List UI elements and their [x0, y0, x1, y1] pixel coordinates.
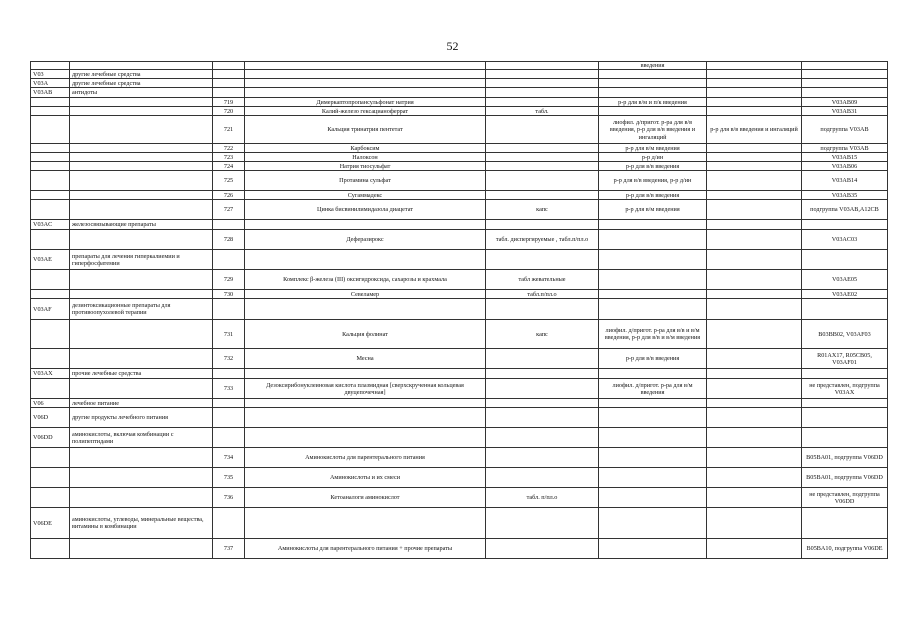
- atc-code-cell: V03AB35: [802, 191, 888, 200]
- row-number-cell: 735: [213, 468, 245, 488]
- atc-group-code-cell: [31, 539, 70, 559]
- table-row: [31, 220, 888, 230]
- administration-form-cell: [599, 230, 707, 250]
- dosage-form-cell: [486, 153, 599, 162]
- atc-group-code-cell: V03AC: [31, 220, 70, 230]
- row-number-cell: [213, 399, 245, 408]
- row-number-cell: [213, 508, 245, 539]
- table-row: [31, 399, 888, 408]
- row-number-cell: 724: [213, 162, 245, 171]
- dosage-form-cell: [486, 349, 599, 369]
- administration-form-cell: р-р для в/м и п/к введения: [599, 98, 707, 107]
- row-number-cell: [213, 428, 245, 448]
- table-row: [31, 250, 888, 270]
- atc-group-code-cell: [31, 171, 70, 191]
- preparation-name-cell: Деферазирокс: [245, 230, 486, 250]
- alternative-form-cell: [707, 230, 802, 250]
- preparation-name-cell: Натрия тиосульфат: [245, 162, 486, 171]
- administration-form-cell: р-р для в/в введения: [599, 191, 707, 200]
- atc-code-cell: V03AE02: [802, 290, 888, 299]
- row-number-cell: 720: [213, 107, 245, 116]
- atc-group-name-cell: прочие лечебные средства: [70, 369, 213, 379]
- table-row: [31, 162, 888, 171]
- atc-code-cell: [802, 399, 888, 408]
- row-number-cell: 721: [213, 116, 245, 144]
- preparation-name-cell: Кетоаналоги аминокислот: [245, 488, 486, 508]
- dosage-form-cell: [486, 191, 599, 200]
- preparation-name-cell: [245, 428, 486, 448]
- row-number-cell: [213, 70, 245, 79]
- table-row: [31, 299, 888, 320]
- atc-code-cell: не представлен, подгруппа V06DD: [802, 488, 888, 508]
- preparation-name-cell: [245, 220, 486, 230]
- table-row: [31, 539, 888, 559]
- administration-form-cell: р-р для в/в введения, р-р д/ин: [599, 171, 707, 191]
- atc-group-name-cell: [70, 144, 213, 153]
- atc-group-name-cell: [70, 191, 213, 200]
- table-row: [31, 153, 888, 162]
- atc-group-code-cell: V03AE: [31, 250, 70, 270]
- alternative-form-cell: [707, 508, 802, 539]
- alternative-form-cell: [707, 369, 802, 379]
- row-number-cell: 728: [213, 230, 245, 250]
- dosage-form-cell: [486, 408, 599, 428]
- alternative-form-cell: [707, 399, 802, 408]
- preparation-name-cell: Протамина сульфат: [245, 171, 486, 191]
- alternative-form-cell: р-р для в/в введения и ингаляций: [707, 116, 802, 144]
- alternative-form-cell: [707, 468, 802, 488]
- atc-group-name-cell: [70, 448, 213, 468]
- dosage-form-cell: табл.п/пл.о: [486, 290, 599, 299]
- administration-form-cell: [599, 488, 707, 508]
- alternative-form-cell: [707, 171, 802, 191]
- atc-group-name-cell: [70, 200, 213, 220]
- dosage-form-cell: [486, 399, 599, 408]
- alternative-form-cell: [707, 220, 802, 230]
- atc-group-name-cell: [70, 230, 213, 250]
- preparation-name-cell: Кальция фолинат: [245, 320, 486, 349]
- alternative-form-cell: [707, 191, 802, 200]
- row-number-cell: 725: [213, 171, 245, 191]
- row-number-cell: 723: [213, 153, 245, 162]
- table-row: [31, 320, 888, 349]
- atc-group-name-cell: [70, 153, 213, 162]
- atc-group-code-cell: [31, 191, 70, 200]
- atc-group-code-cell: [31, 116, 70, 144]
- alternative-form-cell: [707, 162, 802, 171]
- atc-code-cell: B05BA01, подгруппа V06DD: [802, 448, 888, 468]
- atc-group-name-cell: [70, 162, 213, 171]
- atc-group-code-cell: [31, 107, 70, 116]
- table-row: [31, 428, 888, 448]
- medication-table: [30, 61, 888, 559]
- atc-code-cell: V03AB06: [802, 162, 888, 171]
- atc-code-cell: B03BB02, V03AF03: [802, 320, 888, 349]
- atc-code-cell: [802, 299, 888, 320]
- alternative-form-cell: [707, 70, 802, 79]
- atc-group-code-cell: [31, 162, 70, 171]
- table-row: [31, 290, 888, 299]
- row-number-cell: 719: [213, 98, 245, 107]
- atc-code-cell: [802, 250, 888, 270]
- atc-group-name-cell: аминокислоты, включая комбинации с полипептидами: [70, 428, 213, 448]
- atc-group-code-cell: [31, 290, 70, 299]
- dosage-form-cell: [486, 369, 599, 379]
- dosage-form-cell: [486, 379, 599, 399]
- atc-group-code-cell: V03A: [31, 79, 70, 88]
- table-row: [31, 488, 888, 508]
- atc-group-name-cell: [70, 98, 213, 107]
- table-row: [31, 270, 888, 290]
- administration-form-cell: [599, 508, 707, 539]
- administration-form-cell: р-р для в/в введения: [599, 162, 707, 171]
- alternative-form-cell: [707, 144, 802, 153]
- row-number-cell: 730: [213, 290, 245, 299]
- preparation-name-cell: Налоксон: [245, 153, 486, 162]
- atc-code-cell: V03AB09: [802, 98, 888, 107]
- atc-group-code-cell: V03AB: [31, 88, 70, 98]
- atc-group-code-cell: [31, 98, 70, 107]
- table-row: [31, 508, 888, 539]
- table-row: [31, 200, 888, 220]
- atc-group-code-cell: [31, 320, 70, 349]
- administration-form-cell: [599, 70, 707, 79]
- table-row: [31, 408, 888, 428]
- row-number-cell: 729: [213, 270, 245, 290]
- table-body: [31, 62, 888, 559]
- atc-group-name-cell: [70, 349, 213, 369]
- row-number-cell: [213, 369, 245, 379]
- table-row: [31, 468, 888, 488]
- atc-group-name-cell: другие лечебные средства: [70, 70, 213, 79]
- administration-form-cell: лиофил. д/пригот. р-ра для в/в и в/м введения, р-р для в/в и в/м введения: [599, 320, 707, 349]
- atc-code-cell: B05BA10, подгруппа V06DE: [802, 539, 888, 559]
- atc-code-cell: V03AB15: [802, 153, 888, 162]
- row-number-cell: 732: [213, 349, 245, 369]
- atc-group-code-cell: [31, 62, 70, 70]
- alternative-form-cell: [707, 349, 802, 369]
- preparation-name-cell: [245, 408, 486, 428]
- table-row: [31, 98, 888, 107]
- atc-group-code-cell: [31, 349, 70, 369]
- preparation-name-cell: Севеламер: [245, 290, 486, 299]
- administration-form-cell: [599, 468, 707, 488]
- atc-group-name-cell: лечебное питание: [70, 399, 213, 408]
- administration-form-cell: [599, 369, 707, 379]
- atc-code-cell: R01AX17, R05CB05, V03AF01: [802, 349, 888, 369]
- atc-group-name-cell: [70, 171, 213, 191]
- atc-code-cell: [802, 70, 888, 79]
- atc-group-code-cell: [31, 144, 70, 153]
- table-row: [31, 369, 888, 379]
- preparation-name-cell: Комплекс β-железа (III) оксигидроксида, сахарозы и крахмала: [245, 270, 486, 290]
- row-number-cell: [213, 299, 245, 320]
- atc-code-cell: V03AB14: [802, 171, 888, 191]
- dosage-form-cell: [486, 98, 599, 107]
- table-row: [31, 79, 888, 88]
- atc-group-name-cell: [70, 488, 213, 508]
- atc-group-code-cell: V06: [31, 399, 70, 408]
- table-row: [31, 70, 888, 79]
- atc-group-name-cell: [70, 270, 213, 290]
- atc-group-code-cell: V03AF: [31, 299, 70, 320]
- atc-group-name-cell: [70, 379, 213, 399]
- atc-code-cell: V03AC03: [802, 230, 888, 250]
- alternative-form-cell: [707, 107, 802, 116]
- atc-group-name-cell: препараты для лечения гиперкалиемии и гиперфосфатемии: [70, 250, 213, 270]
- row-number-cell: [213, 220, 245, 230]
- atc-code-cell: [802, 408, 888, 428]
- atc-group-code-cell: [31, 448, 70, 468]
- preparation-name-cell: [245, 62, 486, 70]
- preparation-name-cell: [245, 369, 486, 379]
- administration-form-cell: лиофил. д/пригот. р-ра для в/в введения, р-р для в/в введения и ингаляций: [599, 116, 707, 144]
- preparation-name-cell: Карбоксим: [245, 144, 486, 153]
- atc-group-name-cell: [70, 116, 213, 144]
- atc-group-code-cell: V06DE: [31, 508, 70, 539]
- atc-group-name-cell: антидоты: [70, 88, 213, 98]
- dosage-form-cell: [486, 162, 599, 171]
- table-row: [31, 448, 888, 468]
- atc-code-cell: [802, 79, 888, 88]
- alternative-form-cell: [707, 79, 802, 88]
- atc-code-cell: V03AE05: [802, 270, 888, 290]
- atc-code-cell: [802, 62, 888, 70]
- preparation-name-cell: Месна: [245, 349, 486, 369]
- administration-form-cell: [599, 428, 707, 448]
- atc-group-code-cell: V03: [31, 70, 70, 79]
- dosage-form-cell: [486, 539, 599, 559]
- preparation-name-cell: Аминокислоты для парентерального питания: [245, 448, 486, 468]
- administration-form-cell: р-р для в/м введения: [599, 144, 707, 153]
- alternative-form-cell: [707, 88, 802, 98]
- dosage-form-cell: [486, 250, 599, 270]
- dosage-form-cell: [486, 428, 599, 448]
- preparation-name-cell: Аминокислоты для парентерального питания + прочие препараты: [245, 539, 486, 559]
- administration-form-cell: [599, 399, 707, 408]
- atc-group-name-cell: [70, 468, 213, 488]
- row-number-cell: 737: [213, 539, 245, 559]
- page-number: 52: [446, 39, 459, 53]
- administration-form-cell: лиофил. д/пригот. р-ра для в/м введения: [599, 379, 707, 399]
- alternative-form-cell: [707, 428, 802, 448]
- table-row: [31, 171, 888, 191]
- administration-form-cell: р-р д/ин: [599, 153, 707, 162]
- atc-group-code-cell: [31, 200, 70, 220]
- row-number-cell: 734: [213, 448, 245, 468]
- dosage-form-cell: табл.: [486, 107, 599, 116]
- preparation-name-cell: Кальция тринатрия пентетат: [245, 116, 486, 144]
- alternative-form-cell: [707, 299, 802, 320]
- administration-form-cell: введения: [599, 62, 707, 70]
- row-number-cell: 727: [213, 200, 245, 220]
- atc-group-name-cell: другие продукты лечебного питания: [70, 408, 213, 428]
- table-row: [31, 144, 888, 153]
- alternative-form-cell: [707, 488, 802, 508]
- atc-group-name-cell: железосвязывающие препараты: [70, 220, 213, 230]
- row-number-cell: 731: [213, 320, 245, 349]
- atc-code-cell: [802, 369, 888, 379]
- preparation-name-cell: Сугаммадекс: [245, 191, 486, 200]
- administration-form-cell: р-р для в/в введения: [599, 349, 707, 369]
- dosage-form-cell: [486, 88, 599, 98]
- preparation-name-cell: Димеркаптопропансульфонат натрия: [245, 98, 486, 107]
- atc-group-code-cell: V03AX: [31, 369, 70, 379]
- dosage-form-cell: [486, 448, 599, 468]
- table-row: [31, 107, 888, 116]
- preparation-name-cell: [245, 79, 486, 88]
- atc-code-cell: [802, 508, 888, 539]
- atc-code-cell: подгруппа V03AB: [802, 144, 888, 153]
- administration-form-cell: [599, 220, 707, 230]
- dosage-form-cell: [486, 508, 599, 539]
- alternative-form-cell: [707, 62, 802, 70]
- dosage-form-cell: капс: [486, 200, 599, 220]
- atc-group-name-cell: другие лечебные средства: [70, 79, 213, 88]
- row-number-cell: [213, 408, 245, 428]
- administration-form-cell: [599, 270, 707, 290]
- preparation-name-cell: Аминокислоты и их смеси: [245, 468, 486, 488]
- administration-form-cell: [599, 448, 707, 468]
- table-row: [31, 349, 888, 369]
- preparation-name-cell: Дезоксирибонуклеиновая кислота плазмидная [сверхскрученная кольцевая двуцепочечная]: [245, 379, 486, 399]
- alternative-form-cell: [707, 200, 802, 220]
- administration-form-cell: [599, 79, 707, 88]
- atc-group-name-cell: [70, 290, 213, 299]
- administration-form-cell: [599, 539, 707, 559]
- alternative-form-cell: [707, 98, 802, 107]
- alternative-form-cell: [707, 448, 802, 468]
- atc-group-name-cell: [70, 320, 213, 349]
- atc-group-name-cell: [70, 107, 213, 116]
- dosage-form-cell: табл. диспергируемые , табл.п/пл.о: [486, 230, 599, 250]
- table-row: [31, 379, 888, 399]
- preparation-name-cell: [245, 508, 486, 539]
- dosage-form-cell: [486, 299, 599, 320]
- dosage-form-cell: [486, 70, 599, 79]
- administration-form-cell: [599, 290, 707, 299]
- atc-group-code-cell: [31, 270, 70, 290]
- preparation-name-cell: [245, 399, 486, 408]
- dosage-form-cell: [486, 116, 599, 144]
- alternative-form-cell: [707, 320, 802, 349]
- atc-group-code-cell: [31, 379, 70, 399]
- dosage-form-cell: табл. п/пл.о: [486, 488, 599, 508]
- atc-group-name-cell: аминокислоты, углеводы, минеральные вещества, витамины в комбинации: [70, 508, 213, 539]
- table-row: [31, 116, 888, 144]
- dosage-form-cell: капс: [486, 320, 599, 349]
- administration-form-cell: [599, 107, 707, 116]
- preparation-name-cell: [245, 250, 486, 270]
- row-number-cell: 733: [213, 379, 245, 399]
- atc-group-name-cell: дезинтоксикационные препараты для противоопухолевой терапии: [70, 299, 213, 320]
- atc-code-cell: V03AB31: [802, 107, 888, 116]
- dosage-form-cell: [486, 220, 599, 230]
- row-number-cell: [213, 250, 245, 270]
- row-number-cell: 726: [213, 191, 245, 200]
- atc-group-code-cell: [31, 230, 70, 250]
- atc-group-code-cell: V06D: [31, 408, 70, 428]
- alternative-form-cell: [707, 539, 802, 559]
- table-row: [31, 230, 888, 250]
- atc-code-cell: не представлен, подгруппа V03AX: [802, 379, 888, 399]
- atc-code-cell: [802, 220, 888, 230]
- atc-group-code-cell: [31, 488, 70, 508]
- atc-code-cell: B05BA01, подгруппа V06DD: [802, 468, 888, 488]
- row-number-cell: [213, 62, 245, 70]
- alternative-form-cell: [707, 250, 802, 270]
- alternative-form-cell: [707, 270, 802, 290]
- table-row: [31, 62, 888, 70]
- row-number-cell: [213, 79, 245, 88]
- table-row: [31, 191, 888, 200]
- dosage-form-cell: [486, 62, 599, 70]
- row-number-cell: [213, 88, 245, 98]
- administration-form-cell: [599, 250, 707, 270]
- atc-group-name-cell: [70, 539, 213, 559]
- preparation-name-cell: [245, 299, 486, 320]
- administration-form-cell: р-р для в/м введения: [599, 200, 707, 220]
- dosage-form-cell: [486, 468, 599, 488]
- preparation-name-cell: Цинка бисвинилимидазола диацетат: [245, 200, 486, 220]
- dosage-form-cell: табл жевательные: [486, 270, 599, 290]
- atc-code-cell: подгруппа V03AB: [802, 116, 888, 144]
- atc-code-cell: [802, 88, 888, 98]
- row-number-cell: 736: [213, 488, 245, 508]
- dosage-form-cell: [486, 144, 599, 153]
- preparation-name-cell: [245, 70, 486, 79]
- atc-group-name-cell: [70, 62, 213, 70]
- dosage-form-cell: [486, 79, 599, 88]
- dosage-form-cell: [486, 171, 599, 191]
- preparation-name-cell: [245, 88, 486, 98]
- administration-form-cell: [599, 408, 707, 428]
- alternative-form-cell: [707, 379, 802, 399]
- alternative-form-cell: [707, 153, 802, 162]
- administration-form-cell: [599, 299, 707, 320]
- alternative-form-cell: [707, 408, 802, 428]
- administration-form-cell: [599, 88, 707, 98]
- alternative-form-cell: [707, 290, 802, 299]
- atc-group-code-cell: [31, 468, 70, 488]
- atc-code-cell: [802, 428, 888, 448]
- atc-group-code-cell: V06DD: [31, 428, 70, 448]
- row-number-cell: 722: [213, 144, 245, 153]
- atc-group-code-cell: [31, 153, 70, 162]
- preparation-name-cell: Калий-железо гексацианоферрат: [245, 107, 486, 116]
- atc-code-cell: подгруппа V03AB,A12CB: [802, 200, 888, 220]
- table-row: [31, 88, 888, 98]
